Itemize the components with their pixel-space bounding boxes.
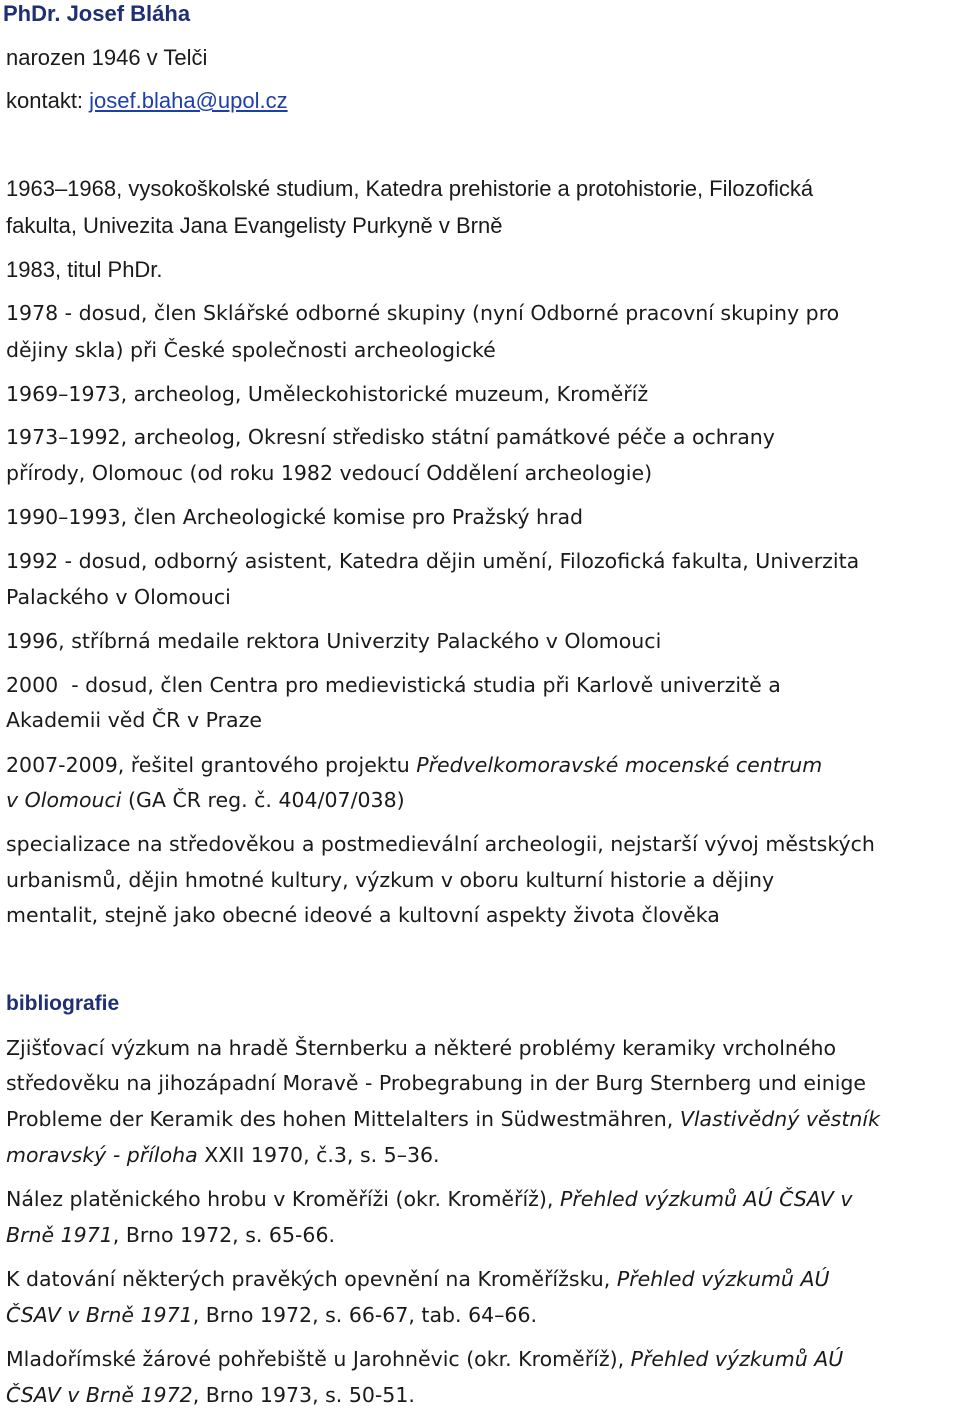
bib-entry-3-line-2: [6, 1305, 537, 1326]
asistent-line-2: Palackého v Olomouci: [6, 585, 231, 609]
author-name: PhDr. Josef Bláha: [3, 1, 191, 26]
bib-entry-4-journal: Přehled výzkumů AÚ: [630, 1347, 844, 1371]
glass-group-line-1: 1978 - dosud, člen Sklářské odborné skupiny (nyní Odborné pracovní skupiny pro: [6, 301, 840, 325]
bib-entry-4-line-1: [6, 1349, 843, 1370]
study-line-2: fakulta, Univezita Jana Evangelisty Purkyně v Brně: [6, 213, 503, 238]
spec-line-3: mentalit, stejně jako obecné ideové a kultovní aspekty života člověka: [6, 903, 720, 927]
bib-entry-1-citation: XXII 1970, č.3, s. 5–36.: [197, 1143, 440, 1167]
grant-reg: (GA ČR reg. č. 404/07/038): [121, 788, 405, 812]
bib-entry-2-citation: , Brno 1972, s. 65-66.: [112, 1223, 336, 1247]
bib-entry-4-journal-cont: ČSAV v Brně 1972: [6, 1383, 193, 1407]
grant-project-title: Předvelkomoravské mocenské centrum: [416, 753, 823, 777]
title-line: 1983, titul PhDr.: [6, 257, 163, 282]
bib-entry-2-text: Nález platěnického hrobu v Kroměříži (okr. Kroměříž),: [6, 1187, 560, 1211]
medaile-line: 1996, stříbrná medaile rektora Univerzity Palackého v Olomouci: [6, 629, 662, 653]
bib-entry-1-line-3: [6, 1109, 880, 1130]
bib-entry-1-line-2: středověku na jihozápadní Moravě - Probegrabung in der Burg Sternberg und einige: [6, 1071, 867, 1095]
bib-entry-1-journal: Vlastivědný věstník: [679, 1107, 880, 1131]
study-line-1: 1963–1968, vysokoškolské studium, Katedra prehistorie a protohistorie, Filozofická: [6, 176, 814, 201]
bib-entry-2-journal: Přehled výzkumů AÚ ČSAV v: [559, 1187, 853, 1211]
centrum-line-1: 2000 - dosud, člen Centra pro medievistická studia při Karlově univerzitě a: [6, 673, 781, 697]
grant-line-2: [6, 790, 405, 811]
bib-entry-3-line-1: [6, 1269, 829, 1290]
spec-line-2: urbanismů, dějin hmotné kultury, výzkum v oboru kulturní historie a dějiny: [6, 868, 775, 892]
bib-entry-3-citation: , Brno 1972, s. 66-67, tab. 64–66.: [192, 1303, 538, 1327]
bib-entry-1-line-1: Zjišťovací výzkum na hradě Šternberku a některé problémy keramiky vrcholného: [6, 1036, 837, 1060]
bib-entry-2-line-1: [6, 1189, 852, 1210]
grant-project-title-cont: v Olomouci: [6, 788, 122, 812]
bib-entry-4-text: Mladořímské žárové pohřebiště u Jarohněvic (okr. Kroměříž),: [6, 1347, 631, 1371]
asistent-line-1: 1992 - dosud, odborný asistent, Katedra dějin umění, Filozofická fakulta, Univerzita: [6, 549, 860, 573]
bib-entry-3-journal: Přehled výzkumů AÚ: [616, 1267, 830, 1291]
bib-entry-1-text: Probleme der Keramik des hohen Mittelalters in Südwestmähren,: [6, 1107, 680, 1131]
glass-group-line-2: dějiny skla) při České společnosti archeologické: [6, 338, 496, 362]
spec-line-1: specializace na středověkou a postmedievální archeologii, nejstarší vývoj městských: [6, 832, 875, 856]
museum-line: 1969–1973, archeolog, Uměleckohistorické muzeum, Kroměříž: [6, 382, 649, 406]
hrad-line: 1990–1993, člen Archeologické komise pro Pražský hrad: [6, 505, 584, 529]
centrum-line-2: Akademii věd ČR v Praze: [6, 708, 262, 732]
bib-entry-3-text: K datování některých pravěkých opevnění na Kroměřížsku,: [6, 1267, 617, 1291]
okresni-line-1: 1973–1992, archeolog, Okresní středisko státní památkové péče a ochrany: [6, 425, 775, 449]
grant-text: 2007-2009, řešitel grantového projektu: [6, 753, 417, 777]
bib-entry-4-line-2: [6, 1385, 415, 1406]
bib-entry-1-line-4: [6, 1145, 440, 1166]
contact-label: kontakt:: [6, 88, 90, 113]
birth-info: narozen 1946 v Telči: [6, 45, 208, 70]
bib-entry-3-journal-cont: ČSAV v Brně 1971: [6, 1303, 193, 1327]
bib-entry-4-citation: , Brno 1973, s. 50-51.: [192, 1383, 415, 1407]
contact-line: [6, 90, 288, 112]
bib-entry-2-line-2: [6, 1225, 335, 1246]
grant-line-1: [6, 755, 822, 776]
bibliography-heading: bibliografie: [6, 992, 120, 1015]
bib-entry-2-journal-cont: Brně 1971: [6, 1223, 113, 1247]
bib-entry-1-journal-cont: moravský - příloha: [6, 1143, 198, 1167]
contact-email-link[interactable]: josef.blaha@upol.cz: [89, 88, 288, 113]
okresni-line-2: přírody, Olomouc (od roku 1982 vedoucí Oddělení archeologie): [6, 461, 653, 485]
